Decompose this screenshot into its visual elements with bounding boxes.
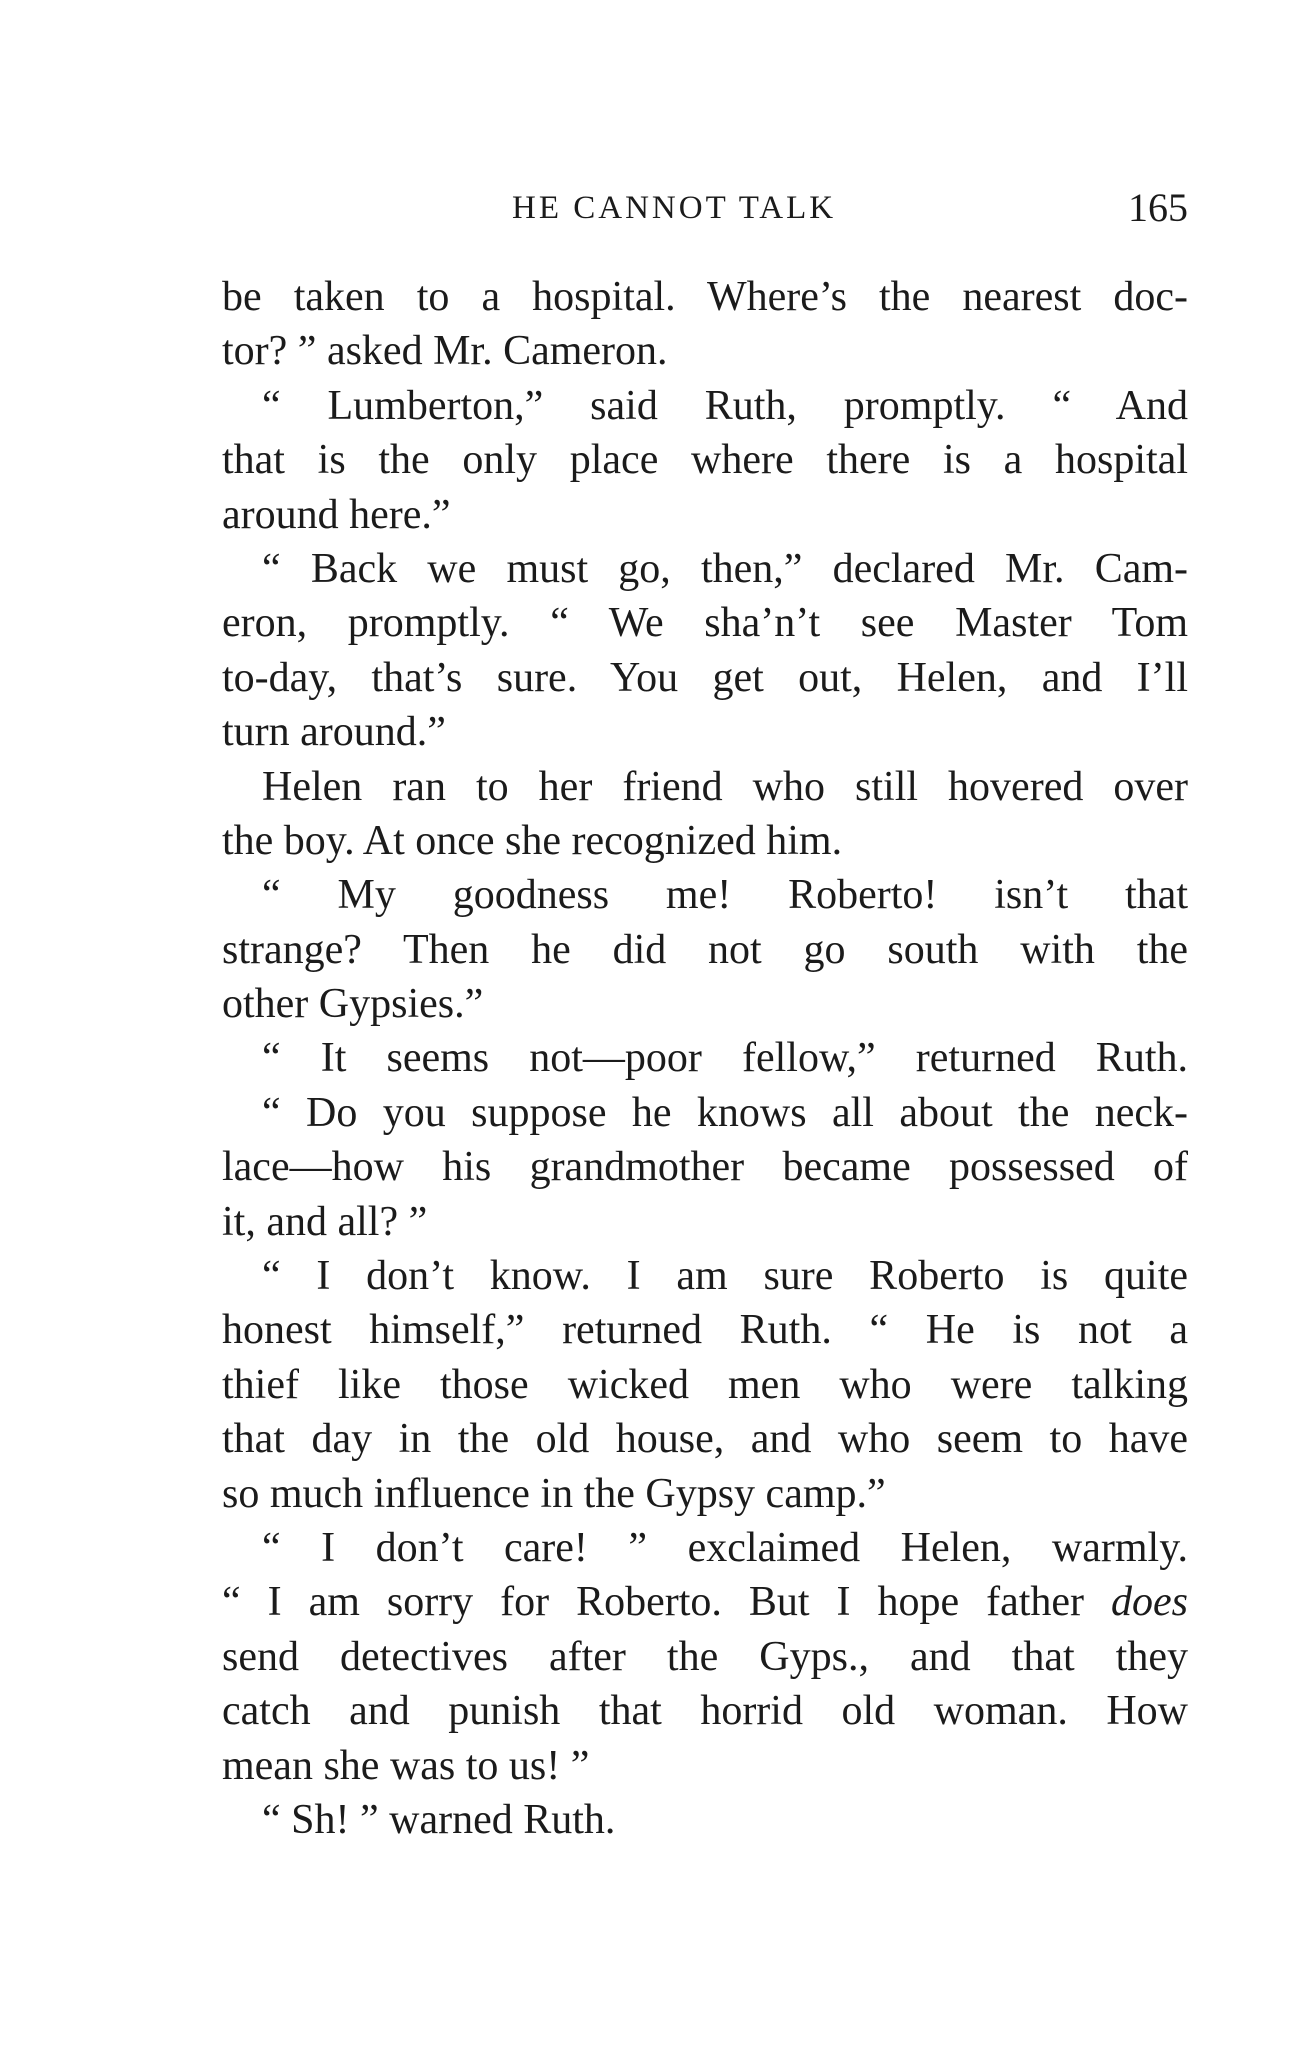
text-line: “ It seems not—poor fellow,” returned Ruth. [262, 1035, 1188, 1082]
text-line: turn around.” [222, 709, 446, 756]
text-line: “ I don’t care! ” exclaimed Helen, warmly. [262, 1524, 1188, 1571]
text-line: be taken to a hospital. Where’s the nearest doc- [222, 274, 1188, 320]
body-text [222, 270, 1188, 1847]
text-line: strange? Then he did not go south with the [222, 926, 1188, 973]
text-line: honest himself,” returned Ruth. “ He is not a [222, 1307, 1188, 1354]
text-line: tor? ” asked Mr. Cameron. [222, 328, 668, 375]
text-line: Helen ran to her friend who still hovered over [262, 763, 1188, 810]
text-line: the boy. At once she recognized him. [222, 817, 843, 864]
text-line: it, and all? ” [222, 1198, 428, 1245]
text-line: catch and punish that horrid old woman. How [222, 1688, 1188, 1735]
text-line: around here.” [222, 491, 451, 538]
text-line-segment: “ I am sorry for Roberto. But I hope father [222, 1579, 1111, 1626]
text-line: “ My goodness me! Roberto! isn’t that [262, 872, 1188, 919]
text-line: lace—how his grandmother became possessed of [222, 1144, 1188, 1191]
text-line: “ Lumberton,” said Ruth, promptly. “ And [262, 382, 1188, 429]
text-line: that day in the old house, and who seem to have [222, 1416, 1188, 1463]
text-line: to-day, that’s sure. You get out, Helen, and I’ll [222, 654, 1188, 701]
text-line: “ Back we must go, then,” declared Mr. Cam- [262, 545, 1188, 592]
text-line: eron, promptly. “ We sha’n’t see Master Tom [222, 600, 1188, 647]
text-line: mean she was to us! ” [222, 1742, 590, 1789]
text-line: other Gypsies.” [222, 981, 484, 1028]
emphasized-word: does [1111, 1579, 1188, 1626]
text-line: send detectives after the Gyps., and that they [222, 1633, 1188, 1680]
text-line: “ Do you suppose he knows all about the neck- [262, 1089, 1188, 1136]
text-line: that is the only place where there is a hospital [222, 437, 1188, 484]
running-title: HE CANNOT TALK [512, 190, 837, 226]
text-line: thief like those wicked men who were talking [222, 1361, 1188, 1408]
text-line: “ Sh! ” warned Ruth. [262, 1796, 616, 1843]
text-line: “ I don’t know. I am sure Roberto is quite [262, 1253, 1188, 1300]
text-line: so much influence in the Gypsy camp.” [222, 1470, 886, 1517]
text-line [222, 1575, 1188, 1629]
page-number: 165 [1128, 185, 1188, 230]
